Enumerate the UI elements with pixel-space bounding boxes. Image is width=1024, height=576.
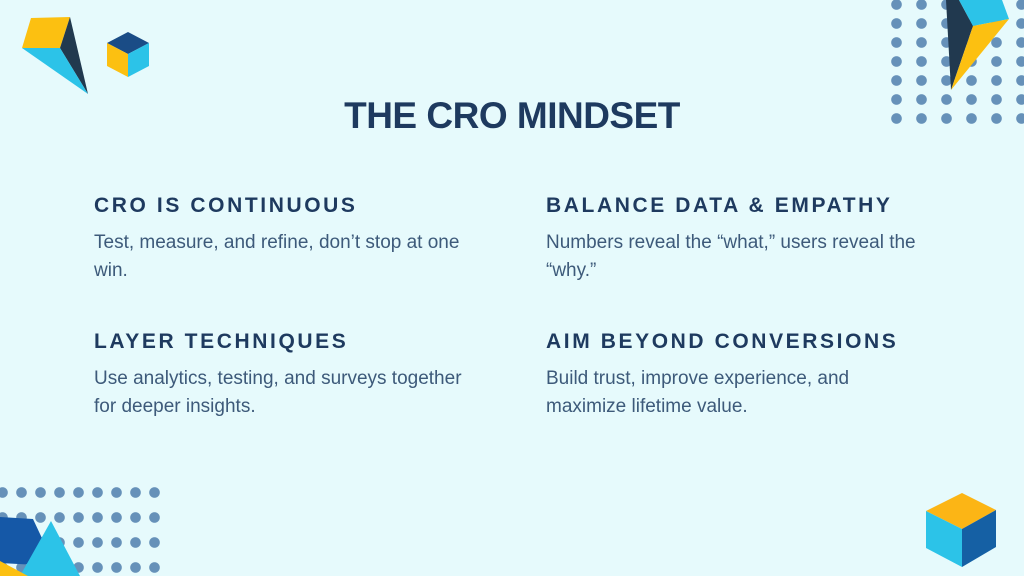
card-body: Build trust, improve experience, and maximize lifetime value.	[546, 368, 850, 417]
card-heading: BALANCE DATA & EMPATHY	[546, 194, 893, 217]
card-aim-beyond-conversions	[546, 331, 956, 421]
card-heading: LAYER TECHNIQUES	[94, 330, 349, 353]
gem-kite-top-left-icon	[22, 17, 88, 94]
content-grid	[94, 195, 956, 421]
dot-grid-bottom-left-icon	[0, 480, 164, 576]
card-cro-is-continuous	[94, 195, 504, 285]
card-layer-techniques	[94, 331, 504, 421]
card-body: Test, measure, and refine, don’t stop at one win.	[94, 232, 460, 281]
card-body: Numbers reveal the “what,” users reveal the “why.”	[546, 232, 916, 281]
cube-top-left-icon	[107, 32, 149, 77]
card-body: Use analytics, testing, and surveys together for deeper insights.	[94, 368, 462, 417]
card-heading: CRO IS CONTINUOUS	[94, 194, 358, 217]
card-heading: AIM BEYOND CONVERSIONS	[546, 330, 899, 353]
cube-bottom-right-icon	[926, 493, 996, 567]
slide-title: THE CRO MINDSET	[344, 94, 680, 136]
card-balance-data-empathy	[546, 195, 956, 285]
